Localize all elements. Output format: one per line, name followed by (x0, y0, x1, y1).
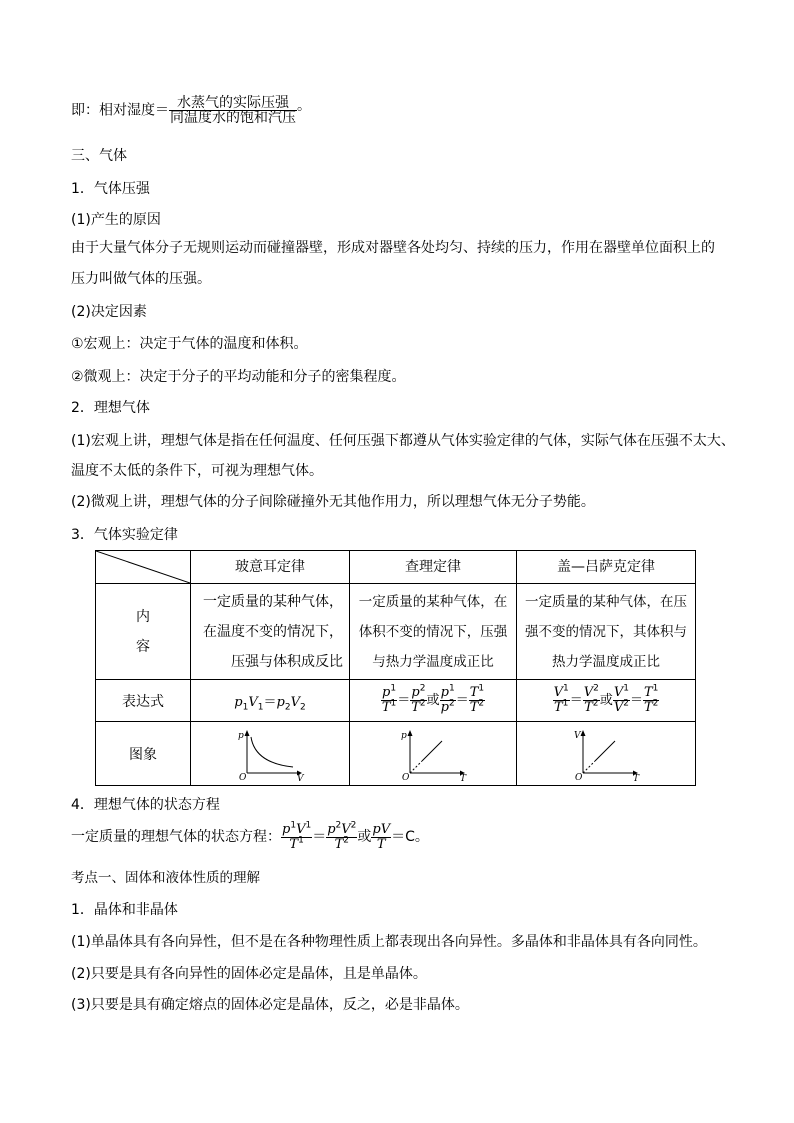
crystal-point-3: (3)只要是具有确定熔点的固体必定是晶体，反之，必是非晶体。 (71, 997, 469, 1013)
gay-lussac-vt-graph (571, 727, 641, 781)
graph-label: 图象 (96, 722, 191, 786)
humidity-suffix: 。 (297, 98, 311, 114)
ideal-gas-heading: 2．理想气体 (71, 400, 150, 416)
boyle-origin: O (239, 772, 247, 781)
crystal-point-2: (2)只要是具有各向异性的固体必定是晶体，且是单晶体。 (71, 966, 427, 982)
expression-label: 表达式 (96, 680, 191, 722)
cause-heading: (1)产生的原因 (71, 212, 161, 228)
topic-one-heading: 考点一、固体和液体性质的理解 (71, 870, 260, 886)
humidity-formula (71, 96, 311, 125)
boyle-pv-graph (235, 727, 305, 781)
charles-line-2: 体积不变的情况下，压强 (358, 623, 508, 640)
boyle-line-1: 一定质量的某种气体， (203, 593, 343, 610)
crystal-point-1: (1)单晶体具有各向异性，但不是在各种物理性质上都表现出各向异性。多晶体和非晶体具有各向同性。 (71, 934, 707, 950)
boyle-content-cell (191, 584, 350, 680)
section-title: 三、气体 (71, 148, 127, 164)
charles-or: 或 (426, 693, 440, 708)
content-label-1: 内 (136, 608, 150, 625)
charles-origin: O (402, 772, 410, 781)
gay-lussac-content-cell (517, 584, 696, 680)
cause-text-2: 压力叫做气体的压强。 (71, 271, 211, 287)
charles-pt-graph (398, 727, 468, 781)
factor-macro: ①宏观上：决定于气体的温度和体积。 (71, 336, 308, 352)
state-equation-or: 或 (357, 829, 372, 845)
gay-lussac-or: 或 (599, 693, 613, 708)
charles-content-cell (350, 584, 517, 680)
charles-line-3: 与热力学温度成正比 (372, 653, 494, 670)
gay-lussac-axis-t: T (633, 773, 640, 781)
boyle-axis-p: p (238, 730, 244, 741)
ideal-gas-text-2: 温度不太低的条件下，可视为理想气体。 (71, 463, 323, 479)
state-equation-heading: 4．理想气体的状态方程 (71, 797, 220, 813)
humidity-fraction (169, 96, 297, 125)
cause-text-1: 由于大量气体分子无规则运动而碰撞器壁，形成对器壁各处均匀、持续的压力，作用在器壁单位面积上的 (71, 240, 715, 256)
diagonal-corner-cell (96, 551, 191, 584)
gay-lussac-expression: $\frac{V^1}{T^1}$ ＝ $\frac{V^2}{T^2}$ 或 $\frac{V^1}{V^2}$ ＝ $\frac{T^1}{T^2}$ (517, 680, 696, 722)
boyle-line-2: 在温度不变的情况下， (203, 623, 343, 640)
table-content-row (96, 584, 696, 680)
charles-graph-cell (350, 722, 517, 786)
content-label-cell (96, 584, 191, 680)
boyle-line-3: 压强与体积成反比 (231, 653, 343, 670)
state-equation: 一定质量的理想气体的状态方程： $\frac{p^1V^1}{T^1}$ ＝ $\frac{p^2V^2}{T^2}$ 或 $\frac{pV}{T}$ ＝C。 (71, 820, 429, 852)
diagonal-line (96, 551, 190, 583)
charles-axis-t: T (460, 773, 467, 781)
ideal-gas-text-3: (2)微观上讲，理想气体的分子间除碰撞外无其他作用力，所以理想气体无分子势能。 (71, 494, 595, 510)
gay-lussac-line-2: 强不变的情况下，其体积与 (525, 623, 687, 640)
state-equation-suffix: ＝C。 (391, 829, 429, 845)
charles-line-1: 一定质量的某种气体，在 (358, 593, 508, 610)
gas-laws-table (95, 550, 696, 786)
crystal-heading: 1．晶体和非晶体 (71, 902, 178, 918)
gas-laws-heading: 3．气体实验定律 (71, 527, 178, 543)
pressure-heading: 1．气体压强 (71, 181, 150, 197)
charles-axis-p: p (401, 730, 407, 741)
gay-lussac-line-1: 一定质量的某种气体，在压 (525, 593, 687, 610)
header-boyle: 玻意耳定律 (191, 551, 350, 584)
gay-lussac-line-3: 热力学温度成正比 (552, 653, 660, 670)
table-expression-row (96, 680, 696, 722)
boyle-graph-cell (191, 722, 350, 786)
header-charles: 查理定律 (350, 551, 517, 584)
boyle-axis-v: V (297, 773, 304, 781)
charles-expression: $\frac{p^1}{T^1}$ ＝ $\frac{p^2}{T^2}$ 或 $\frac{p^1}{p^2}$ ＝ $\frac{T^1}{T^2}$ (350, 680, 517, 722)
humidity-denominator: 同温度水的饱和汽压 (170, 110, 296, 126)
table-graph-row (96, 722, 696, 786)
state-equation-prefix: 一定质量的理想气体的状态方程： (71, 829, 281, 845)
header-gay-lussac: 盖—吕萨克定律 (517, 551, 696, 584)
humidity-numerator: 水蒸气的实际压强 (169, 96, 297, 111)
factor-heading: (2)决定因素 (71, 304, 147, 320)
table-header-row (96, 551, 696, 584)
gay-lussac-graph-cell (517, 722, 696, 786)
humidity-prefix: 即：相对湿度＝ (71, 102, 169, 119)
content-label-2: 容 (136, 638, 150, 655)
ideal-gas-text-1: (1)宏观上讲，理想气体是指在任何温度、任何压强下都遵从气体实验定律的气体，实际气体在压强不太大、 (71, 433, 735, 449)
gay-lussac-origin: O (575, 772, 583, 781)
boyle-expression: $p_1V_1=p_2V_2$ (191, 680, 350, 722)
gay-lussac-axis-v: V (574, 730, 581, 741)
factor-micro: ②微观上：决定于分子的平均动能和分子的密集程度。 (71, 369, 406, 385)
